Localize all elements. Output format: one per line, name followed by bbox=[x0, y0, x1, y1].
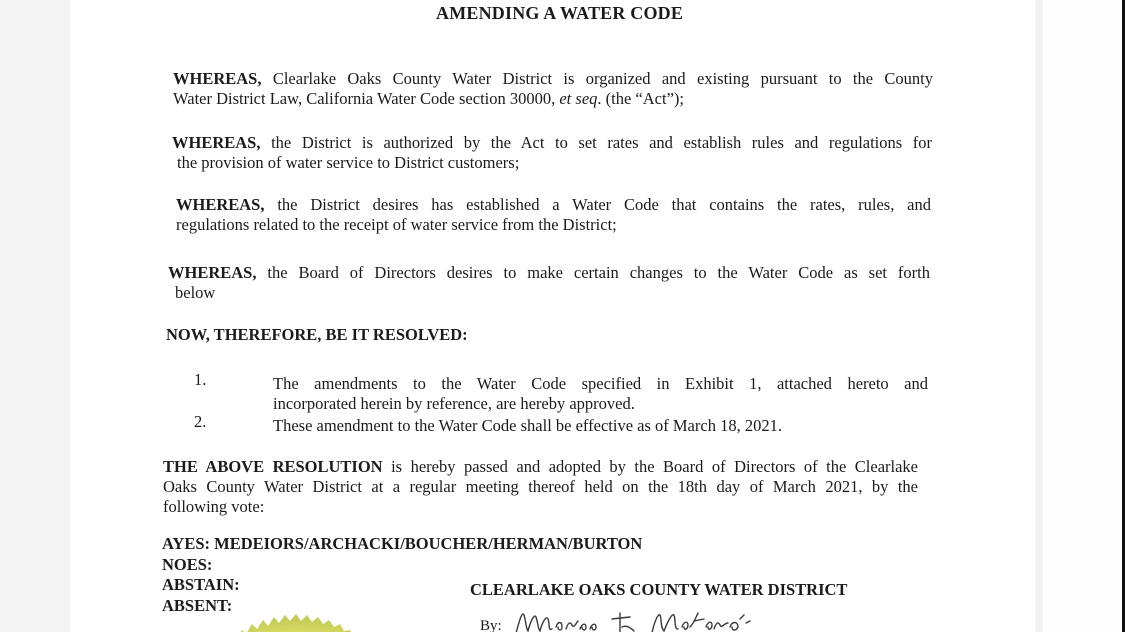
vote-noes: NOES: bbox=[162, 554, 213, 574]
viewer-right-area bbox=[1043, 0, 1122, 632]
page-gutter bbox=[1035, 0, 1043, 632]
vote-block bbox=[162, 534, 642, 616]
recital-3-line-1: WHEREAS, the District desires has established a Water Code that contains the rates, rules, and bbox=[176, 195, 932, 214]
adoption-line-1: THE ABOVE RESOLUTION is hereby passed and adopted by the Board of Directors of the Clearlake bbox=[163, 457, 919, 476]
recital-3-line-2: regulations related to the receipt of water service from the District; bbox=[176, 215, 617, 234]
by-label: By: bbox=[480, 618, 502, 632]
recital-lead: WHEREAS, bbox=[172, 133, 261, 152]
recital-2-line-1: WHEREAS, the District is authorized by the Act to set rates and establish rules and regulations for bbox=[172, 133, 933, 152]
recital-4-line-2: below bbox=[175, 283, 216, 302]
recital-2 bbox=[172, 133, 932, 173]
signature-icon bbox=[512, 605, 792, 632]
adoption-paragraph bbox=[163, 457, 918, 517]
document-title: AMENDING A WATER CODE bbox=[436, 3, 684, 23]
vote-ayes: AYES: MEDEIORS/ARCHACKI/BOUCHER/HERMAN/BURTON bbox=[162, 534, 643, 553]
vote-abstain: ABSTAIN: bbox=[162, 575, 240, 594]
seal-icon bbox=[232, 608, 362, 632]
resolved-heading: NOW, THEREFORE, BE IT RESOLVED: bbox=[166, 325, 468, 344]
vote-absent: ABSENT: bbox=[162, 595, 233, 615]
resolution-2-line-1: These amendment to the Water Code shall be effective as of March 18, 2021. bbox=[273, 416, 782, 435]
recital-lead: WHEREAS, bbox=[173, 69, 262, 88]
resolution-1-number: 1. bbox=[194, 370, 207, 389]
recital-4-line-1: WHEREAS, the Board of Directors desires to make certain changes to the Water Code as set forth bbox=[168, 263, 930, 282]
recital-lead: WHEREAS, bbox=[168, 263, 257, 282]
recital-2-line-2: the provision of water service to District customers; bbox=[177, 153, 520, 172]
recital-4 bbox=[168, 263, 930, 303]
resolution-1 bbox=[273, 374, 928, 414]
recital-1 bbox=[173, 69, 933, 109]
recital-3 bbox=[176, 195, 931, 235]
recital-lead: WHEREAS, bbox=[176, 195, 265, 214]
viewer-left-margin bbox=[0, 0, 70, 632]
recital-1-line-2: Water District Law, California Water Code section 30000, et seq. (the “Act”); bbox=[173, 89, 684, 108]
recital-1-line-1: WHEREAS, Clearlake Oaks County Water District is organized and existing pursuant to the County bbox=[173, 69, 933, 88]
resolution-2-number: 2. bbox=[194, 412, 207, 431]
resolution-1-line-2: incorporated herein by reference, are hereby approved. bbox=[273, 394, 635, 413]
adoption-line-2: Oaks County Water District at a regular meeting thereof held on the 18th day of March 2021, by the bbox=[163, 477, 918, 496]
adoption-line-3: following vote: bbox=[163, 497, 265, 516]
signature-district-name: CLEARLAKE OAKS COUNTY WATER DISTRICT bbox=[470, 580, 848, 599]
resolution-1-line-1: The amendments to the Water Code specified in Exhibit 1, attached hereto and bbox=[273, 374, 928, 393]
